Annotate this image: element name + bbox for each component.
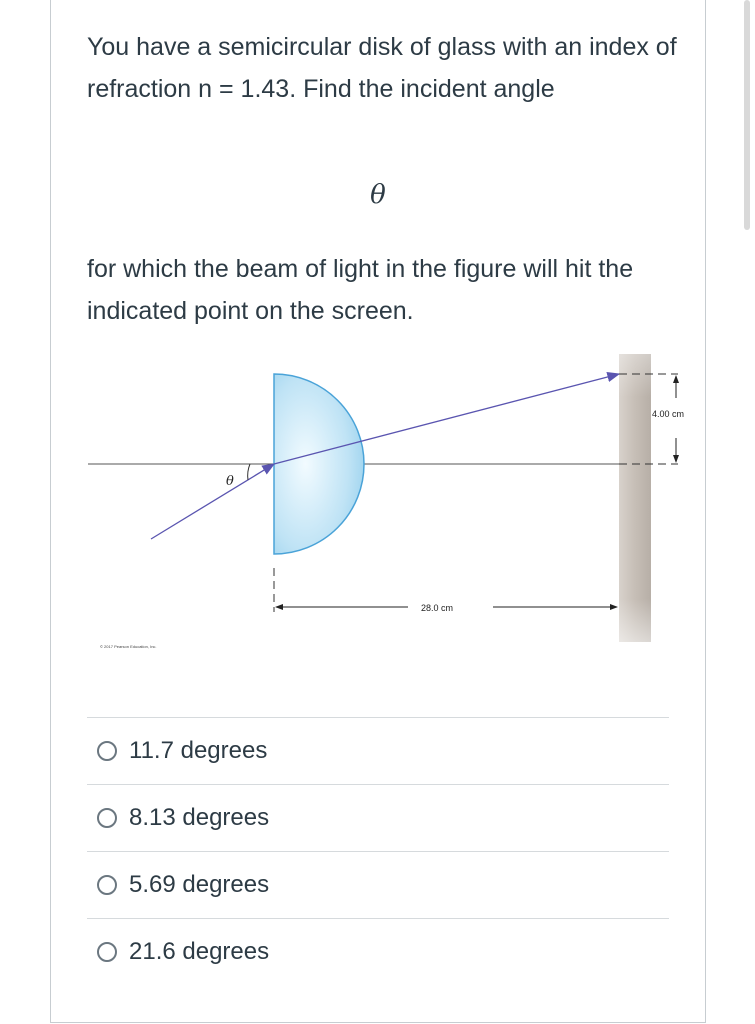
glass-semicircle	[274, 374, 364, 554]
question-text: You have a semicircular disk of glass with an index of refraction n = 1.43. Find the incident angle	[87, 33, 677, 103]
answer-option[interactable]	[87, 717, 669, 784]
scrollbar[interactable]	[744, 0, 750, 230]
answer-option[interactable]	[87, 851, 669, 918]
radio-button[interactable]	[97, 875, 117, 895]
incident-beam	[151, 464, 274, 539]
question-text-continued: for which the beam of light in the figure will hit the indicated point on the screen.	[87, 255, 634, 325]
answer-label[interactable]: 5.69 degrees	[129, 871, 270, 898]
theta-symbol: θ	[370, 180, 386, 210]
height-label: 4.00 cm	[652, 409, 685, 419]
copyright: © 2017 Pearson Education, Inc.	[100, 644, 157, 649]
answer-list	[87, 717, 669, 985]
question-card	[50, 0, 706, 1023]
answer-label[interactable]: 11.7 degrees	[129, 737, 268, 764]
answer-option[interactable]	[87, 918, 669, 985]
answer-label[interactable]: 8.13 degrees	[129, 804, 270, 831]
answer-option[interactable]	[87, 784, 669, 851]
radio-button[interactable]	[97, 808, 117, 828]
refraction-figure	[88, 350, 688, 660]
radio-button[interactable]	[97, 942, 117, 962]
distance-label: 28.0 cm	[421, 603, 454, 613]
radio-button[interactable]	[97, 741, 117, 761]
angle-arc	[248, 464, 250, 480]
answer-label[interactable]: 21.6 degrees	[129, 938, 270, 965]
theta-label: θ	[226, 474, 234, 489]
